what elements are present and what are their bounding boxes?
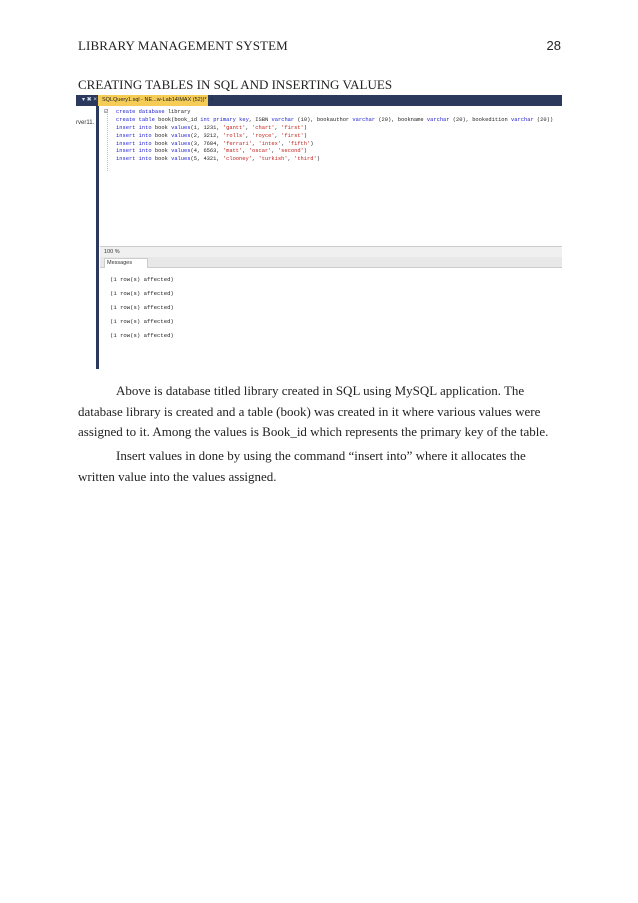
section-heading: CREATING TABLES IN SQL AND INSERTING VALUES: [78, 77, 393, 92]
panel-divider: [96, 106, 99, 369]
code-line: insert into book values(1, 1231, 'gantt', 'chart', 'first'): [116, 124, 308, 131]
tab-sqlquery1[interactable]: [98, 95, 214, 106]
code-line: insert into book values(5, 4321, 'clooney', 'turkish', 'third'): [116, 156, 320, 163]
tab-label: SQLQuery1.sql - NE...w-Lab14\MAX (52))*: [102, 97, 207, 103]
sql-code: [116, 109, 553, 164]
query-editor[interactable]: [100, 106, 562, 246]
page-number: 28: [546, 38, 561, 53]
code-line: insert into book values(4, 6563, 'matt', 'oscar', 'second'): [116, 148, 308, 155]
tab-messages[interactable]: [104, 258, 148, 268]
object-explorer-controls[interactable]: ▾ ✖ ×: [82, 97, 97, 103]
body-paragraph-1: [78, 381, 563, 443]
collapse-icon[interactable]: ⊟: [104, 108, 108, 115]
close-icon[interactable]: ×: [210, 97, 214, 103]
zoom-level[interactable]: 100 %: [104, 249, 120, 255]
code-line: create table book(book_id int primary key, ISBN varchar (10), bookauthor varchar (20), bookname varchar (20), bookedition varchar (20)): [116, 116, 554, 123]
document-tab-bar: [98, 95, 562, 106]
paragraph-2-text: Insert values in done by using the command “insert into” where it allocates the written value into the values assigned.: [78, 448, 526, 484]
running-header-title: LIBRARY MANAGEMENT SYSTEM: [78, 38, 288, 53]
body-paragraph-2: [78, 446, 563, 487]
object-explorer-panel: [76, 95, 98, 369]
messages-output: [110, 273, 174, 343]
zoom-bar: [100, 246, 562, 257]
code-line: create database library: [116, 109, 191, 115]
message-line: (1 row(s) affected): [110, 290, 174, 297]
code-line: insert into book values(3, 7684, 'ferrari', 'intex', 'fifth'): [116, 140, 314, 147]
messages-tab-label: Messages: [107, 260, 133, 266]
code-line: insert into book values(2, 3212, 'rolls', 'royce', 'first'): [116, 132, 308, 139]
object-explorer-header: [76, 95, 98, 106]
sql-editor-screenshot: [76, 95, 562, 369]
message-line: (1 row(s) affected): [110, 276, 174, 283]
message-line: (1 row(s) affected): [110, 304, 174, 311]
paragraph-1-text: Above is database titled library created in SQL using MySQL application. The database library is created and a table (book) was created in it where various values were assigned to it. Among the values is Book_id which represents the primary key of the table.: [78, 383, 549, 439]
message-line: (1 row(s) affected): [110, 318, 174, 325]
server-tree-item[interactable]: rver11.: [76, 120, 95, 126]
outline-gutter: [104, 108, 112, 171]
results-tab-bar: [100, 257, 562, 268]
message-line: (1 row(s) affected): [110, 332, 174, 339]
